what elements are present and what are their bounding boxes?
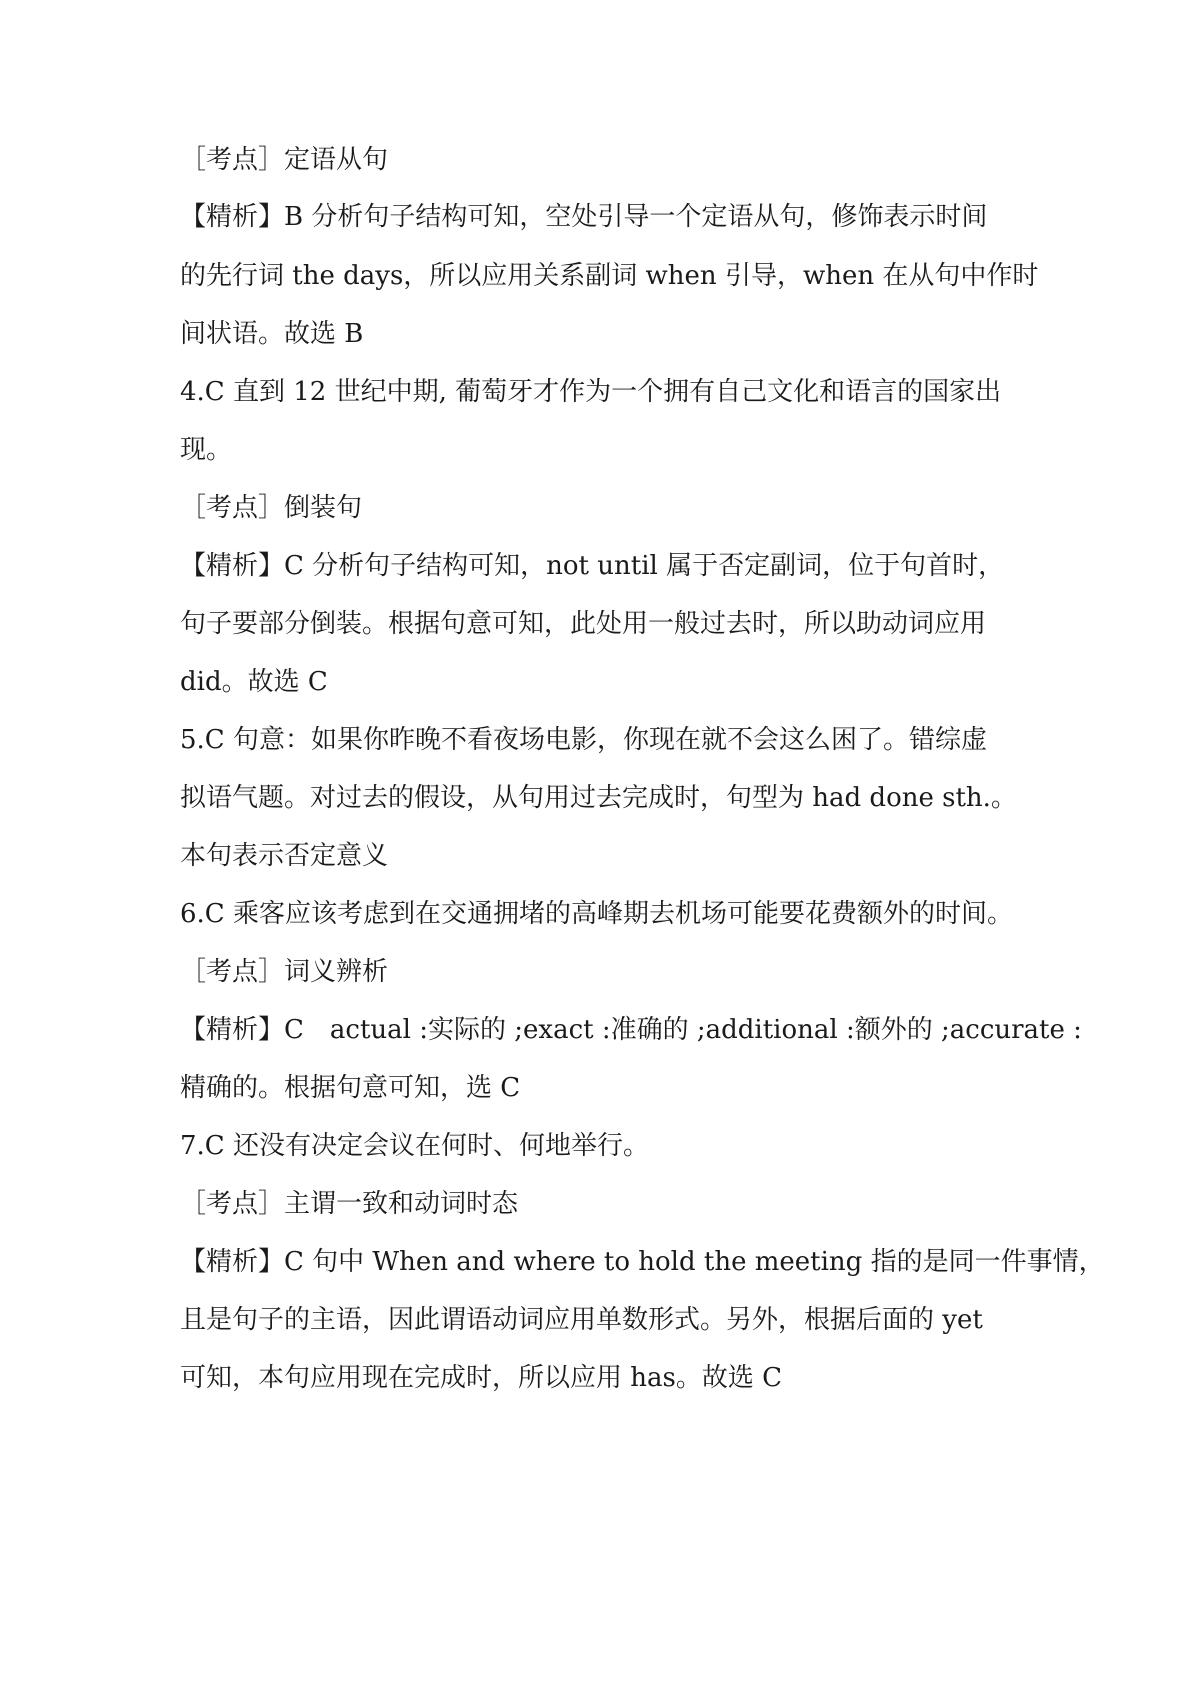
text-line: 且是句子的主语，因此谓语动词应用单数形式。另外，根据后面的 yet — [180, 1305, 983, 1335]
text-line: ［考点］主谓一致和动词时态 — [180, 1189, 519, 1219]
text-line: 4.C 直到 12 世纪中期, 葡萄牙才作为一个拥有自己文化和语言的国家出 — [180, 377, 1002, 407]
text-line: 可知，本句应用现在完成时，所以应用 has。故选 C — [180, 1363, 783, 1393]
text-line: 【精析】C 分析句子结构可知，not until 属于否定副词，位于句首时， — [180, 551, 1005, 581]
text-line: 【精析】C actual :实际的 ;exact :准确的 ;additional :额外的 ;accurate : — [180, 1015, 1082, 1045]
text-line: 7.C 还没有决定会议在何时、何地举行。 — [180, 1131, 649, 1161]
text-line: 【精析】B 分析句子结构可知，空处引导一个定语从句，修饰表示时间 — [180, 202, 988, 232]
text-line: 现。 — [180, 435, 233, 465]
text-line: did。故选 C — [180, 667, 328, 697]
text-line: 拟语气题。对过去的假设，从句用过去完成时，句型为 had done sth.。 — [180, 783, 1017, 813]
text-line: 精确的。根据句意可知，选 C — [180, 1073, 521, 1103]
text-line: 5.C 句意：如果你昨晚不看夜场电影，你现在就不会这么困了。错综虚 — [180, 725, 987, 755]
text-line: 【精析】C 句中 When and where to hold the meeting 指的是同一件事情， — [180, 1247, 1105, 1277]
text-line: 间状语。故选 B — [180, 319, 364, 349]
text-line: 6.C 乘客应该考虑到在交通拥堵的高峰期去机场可能要花费额外的时间。 — [180, 899, 1013, 929]
text-line: 句子要部分倒装。根据句意可知，此处用一般过去时，所以助动词应用 — [180, 609, 987, 639]
text-line: 本句表示否定意义 — [180, 841, 389, 871]
text-line: ［考点］定语从句 — [180, 145, 389, 175]
text-line: 的先行词 the days，所以应用关系副词 when 引导，when 在从句中作时 — [180, 261, 1039, 291]
text-line: ［考点］倒装句 — [180, 493, 363, 523]
text-line: ［考点］词义辨析 — [180, 957, 389, 987]
